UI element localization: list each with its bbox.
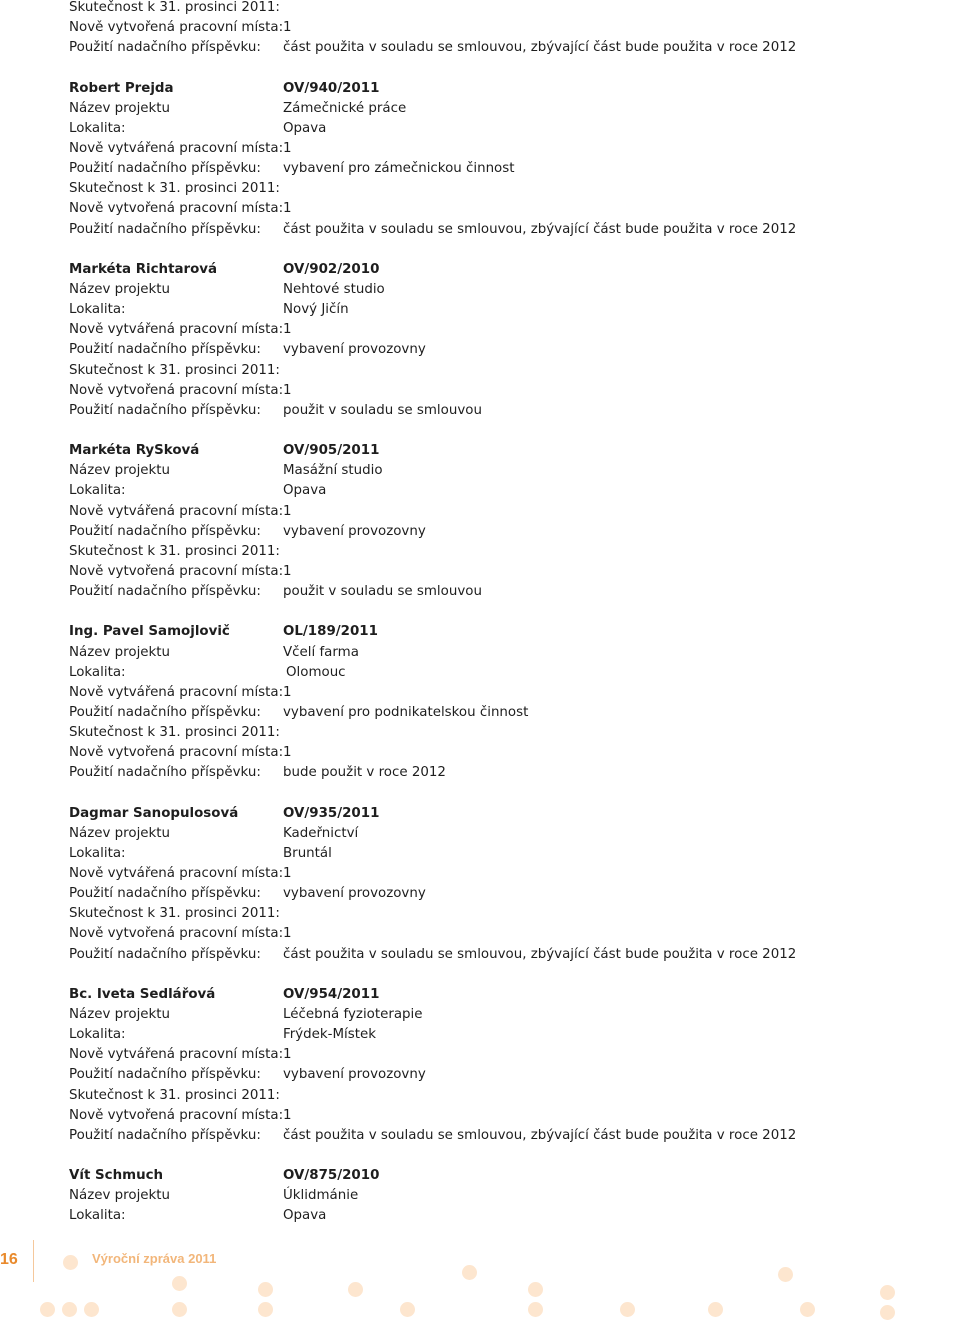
- field-label: Lokalita:: [69, 120, 126, 136]
- field-row: [69, 683, 949, 703]
- entry-header: [69, 260, 949, 280]
- project-code: OV/954/2011: [283, 986, 380, 1002]
- field-label: Použití nadačního příspěvku:: [69, 765, 261, 781]
- decorative-dot: [462, 1265, 477, 1280]
- entry-block: [69, 1166, 949, 1226]
- field-value: 1: [283, 322, 292, 338]
- field-row: [69, 1045, 949, 1065]
- field-label: Použití nadačního příspěvku:: [69, 946, 261, 962]
- field-value: Nehtové studio: [283, 281, 385, 297]
- field-value: 1: [283, 926, 292, 942]
- field-row: [69, 199, 949, 219]
- field-label: Použití nadačního příspěvku:: [69, 40, 261, 56]
- person-name: Vít Schmuch: [69, 1168, 164, 1184]
- decorative-dot: [258, 1302, 273, 1317]
- field-value: Opava: [283, 120, 327, 136]
- project-code: OV/935/2011: [283, 805, 380, 821]
- field-label: Použití nadačního příspěvku:: [69, 402, 261, 418]
- field-row: [69, 1106, 949, 1126]
- decorative-dot: [400, 1302, 415, 1317]
- decorative-dot: [172, 1302, 187, 1317]
- field-value: část použita v souladu se smlouvou, zbývající část bude použita v roce 2012: [283, 221, 797, 237]
- field-value: 1: [283, 1107, 292, 1123]
- field-row: [69, 220, 949, 240]
- field-label: Nově vytvořená pracovní místa:: [69, 20, 284, 36]
- person-name: Markéta RySková: [69, 443, 200, 459]
- entry-header: [69, 804, 949, 824]
- entry-header: [69, 79, 949, 99]
- field-label: Lokalita:: [69, 664, 126, 680]
- field-value: Léčebná fyzioterapie: [283, 1007, 423, 1023]
- field-value: vybavení provozovny: [283, 342, 426, 358]
- field-label: Lokalita:: [69, 302, 126, 318]
- report-title: Výroční zpráva 2011: [92, 1251, 217, 1266]
- field-label: Nově vytvářená pracovní místa:: [69, 140, 284, 156]
- field-row: [69, 723, 949, 743]
- field-label: Použití nadačního příspěvku:: [69, 886, 261, 902]
- field-row: [69, 582, 949, 602]
- field-row: [69, 864, 949, 884]
- field-row: [69, 1126, 949, 1146]
- field-label: Název projektu: [69, 1007, 171, 1023]
- entry-header: [69, 622, 949, 642]
- field-value: Frýdek-Místek: [283, 1027, 376, 1043]
- field-label: Skutečnost k 31. prosinci 2011:: [69, 362, 280, 378]
- field-row: [69, 1065, 949, 1085]
- document-body: [69, 0, 949, 1227]
- project-code: OV/940/2011: [283, 80, 380, 96]
- field-label: Lokalita:: [69, 845, 126, 861]
- field-label: Nově vytvořená pracovní místa:: [69, 563, 284, 579]
- field-label: Název projektu: [69, 100, 171, 116]
- field-value: vybavení provozovny: [283, 1067, 426, 1083]
- entry-header: [69, 985, 949, 1005]
- field-label: Použití nadačního příspěvku:: [69, 1067, 261, 1083]
- decorative-dot: [63, 1255, 78, 1270]
- entry-block: [69, 441, 949, 602]
- field-label: Skutečnost k 31. prosinci 2011:: [69, 543, 280, 559]
- field-label: Název projektu: [69, 281, 171, 297]
- field-row: [69, 179, 949, 199]
- decorative-dot: [528, 1282, 543, 1297]
- field-value: Úklidmánie: [283, 1188, 359, 1204]
- field-row: [69, 743, 949, 763]
- field-value: Opava: [283, 483, 327, 499]
- field-value: Včelí farma: [283, 644, 359, 660]
- field-value: 1: [283, 140, 292, 156]
- project-code: OV/875/2010: [283, 1168, 380, 1184]
- field-value: 1: [283, 684, 292, 700]
- field-row: [69, 1025, 949, 1045]
- project-code: OV/905/2011: [283, 443, 380, 459]
- decorative-dot: [880, 1305, 895, 1320]
- footer-divider: [33, 1240, 34, 1282]
- entry-block: [69, 804, 949, 965]
- field-value: vybavení pro podnikatelskou činnost: [283, 704, 529, 720]
- field-value: Opava: [283, 1208, 327, 1224]
- field-row: [69, 0, 949, 18]
- decorative-dot: [620, 1302, 635, 1317]
- entry-block: [69, 985, 949, 1146]
- field-value: Masážní studio: [283, 463, 383, 479]
- field-row: [69, 119, 949, 139]
- field-label: Nově vytvářená pracovní místa:: [69, 503, 284, 519]
- entry-header: [69, 1166, 949, 1186]
- field-label: Název projektu: [69, 463, 171, 479]
- field-value: 1: [283, 201, 292, 217]
- field-label: Použití nadačního příspěvku:: [69, 221, 261, 237]
- person-name: Ing. Pavel Samojlovič: [69, 624, 230, 640]
- decorative-dot: [40, 1302, 55, 1317]
- field-label: Název projektu: [69, 825, 171, 841]
- field-value: Zámečnické práce: [283, 100, 407, 116]
- field-row: [69, 99, 949, 119]
- field-row: [69, 381, 949, 401]
- field-row: [69, 159, 949, 179]
- entry-block: [69, 79, 949, 240]
- field-row: [69, 280, 949, 300]
- field-row: [69, 1086, 949, 1106]
- decorative-dot: [84, 1302, 99, 1317]
- field-value: část použita v souladu se smlouvou, zbývající část bude použita v roce 2012: [283, 1127, 797, 1143]
- field-value: bude použit v roce 2012: [283, 765, 446, 781]
- field-value: použit v souladu se smlouvou: [283, 402, 482, 418]
- decorative-dot: [528, 1302, 543, 1317]
- field-value: 1: [283, 382, 292, 398]
- field-value: část použita v souladu se smlouvou, zbývající část bude použita v roce 2012: [283, 946, 797, 962]
- field-row: [69, 844, 949, 864]
- field-label: Lokalita:: [69, 1027, 126, 1043]
- field-label: Skutečnost k 31. prosinci 2011:: [69, 906, 280, 922]
- field-label: Název projektu: [69, 644, 171, 660]
- field-value: Nový Jičín: [283, 302, 349, 318]
- project-code: OV/902/2010: [283, 261, 380, 277]
- field-label: Použití nadačního příspěvku:: [69, 523, 261, 539]
- field-value: 1: [283, 866, 292, 882]
- field-row: [69, 401, 949, 421]
- project-code: OL/189/2011: [283, 624, 378, 640]
- field-row: [69, 18, 949, 38]
- field-row: [69, 340, 949, 360]
- field-row: [69, 924, 949, 944]
- decorative-dot: [62, 1302, 77, 1317]
- field-label: Nově vytvářená pracovní místa:: [69, 866, 284, 882]
- field-label: Nově vytvořená pracovní místa:: [69, 1107, 284, 1123]
- field-row: [69, 562, 949, 582]
- field-row: [69, 663, 949, 683]
- field-label: Použití nadačního příspěvku:: [69, 584, 261, 600]
- field-label: Použití nadačního příspěvku:: [69, 1127, 261, 1143]
- field-row: [69, 522, 949, 542]
- field-row: [69, 461, 949, 481]
- entry-block: [69, 260, 949, 421]
- field-row: [69, 139, 949, 159]
- field-label: Skutečnost k 31. prosinci 2011:: [69, 1087, 280, 1103]
- field-label: Použití nadačního příspěvku:: [69, 161, 261, 177]
- field-row: [69, 945, 949, 965]
- person-name: Robert Prejda: [69, 80, 174, 96]
- field-row: [69, 1005, 949, 1025]
- field-row: [69, 703, 949, 723]
- field-row: [69, 763, 949, 783]
- field-value: 1: [283, 503, 292, 519]
- field-row: [69, 481, 949, 501]
- field-label: Název projektu: [69, 1188, 171, 1204]
- decorative-dot: [708, 1302, 723, 1317]
- field-label: Nově vytvořená pracovní místa:: [69, 926, 284, 942]
- field-value: 1: [283, 1047, 292, 1063]
- field-row: [69, 361, 949, 381]
- page-footer: [0, 1240, 960, 1323]
- field-label: Použití nadačního příspěvku:: [69, 342, 261, 358]
- person-name: Markéta Richtarová: [69, 261, 218, 277]
- field-row: [69, 320, 949, 340]
- field-label: Nově vytvářená pracovní místa:: [69, 684, 284, 700]
- field-row: [69, 1206, 949, 1226]
- decorative-dot: [880, 1285, 895, 1300]
- field-label: Nově vytvořená pracovní místa:: [69, 201, 284, 217]
- field-label: Skutečnost k 31. prosinci 2011:: [69, 725, 280, 741]
- field-label: Skutečnost k 31. prosinci 2011:: [69, 181, 280, 197]
- entry-header: [69, 441, 949, 461]
- field-row: [69, 542, 949, 562]
- field-value: 1: [283, 745, 292, 761]
- field-row: [69, 38, 949, 58]
- entry-block: [69, 622, 949, 783]
- person-name: Bc. Iveta Sedlářová: [69, 986, 216, 1002]
- field-value: použit v souladu se smlouvou: [283, 584, 482, 600]
- field-value: vybavení provozovny: [283, 886, 426, 902]
- field-value: Bruntál: [283, 845, 332, 861]
- field-label: Skutečnost k 31. prosinci 2011:: [69, 0, 280, 15]
- field-row: [69, 300, 949, 320]
- field-row: [69, 904, 949, 924]
- decorative-dot: [172, 1276, 187, 1291]
- page-number: 16: [0, 1251, 18, 1268]
- field-value: Kadeřnictví: [283, 825, 359, 841]
- decorative-dot: [800, 1302, 815, 1317]
- field-label: Nově vytvořená pracovní místa:: [69, 382, 284, 398]
- decorative-dot: [778, 1267, 793, 1282]
- field-value: 1: [283, 20, 292, 36]
- field-label: Nově vytvářená pracovní místa:: [69, 1047, 284, 1063]
- field-row: [69, 643, 949, 663]
- field-label: Nově vytvářená pracovní místa:: [69, 322, 284, 338]
- field-label: Lokalita:: [69, 483, 126, 499]
- field-row: [69, 1186, 949, 1206]
- field-value: Olomouc: [286, 664, 346, 680]
- field-row: [69, 502, 949, 522]
- entry-continuation: [69, 0, 949, 58]
- field-label: Použití nadačního příspěvku:: [69, 704, 261, 720]
- field-value: vybavení pro zámečnickou činnost: [283, 161, 515, 177]
- field-value: část použita v souladu se smlouvou, zbývající část bude použita v roce 2012: [283, 40, 797, 56]
- field-label: Nově vytvořená pracovní místa:: [69, 745, 284, 761]
- field-row: [69, 884, 949, 904]
- field-label: Lokalita:: [69, 1208, 126, 1224]
- field-value: vybavení provozovny: [283, 523, 426, 539]
- decorative-dot: [348, 1282, 363, 1297]
- field-row: [69, 824, 949, 844]
- decorative-dot: [258, 1282, 273, 1297]
- field-value: 1: [283, 563, 292, 579]
- person-name: Dagmar Sanopulosová: [69, 805, 239, 821]
